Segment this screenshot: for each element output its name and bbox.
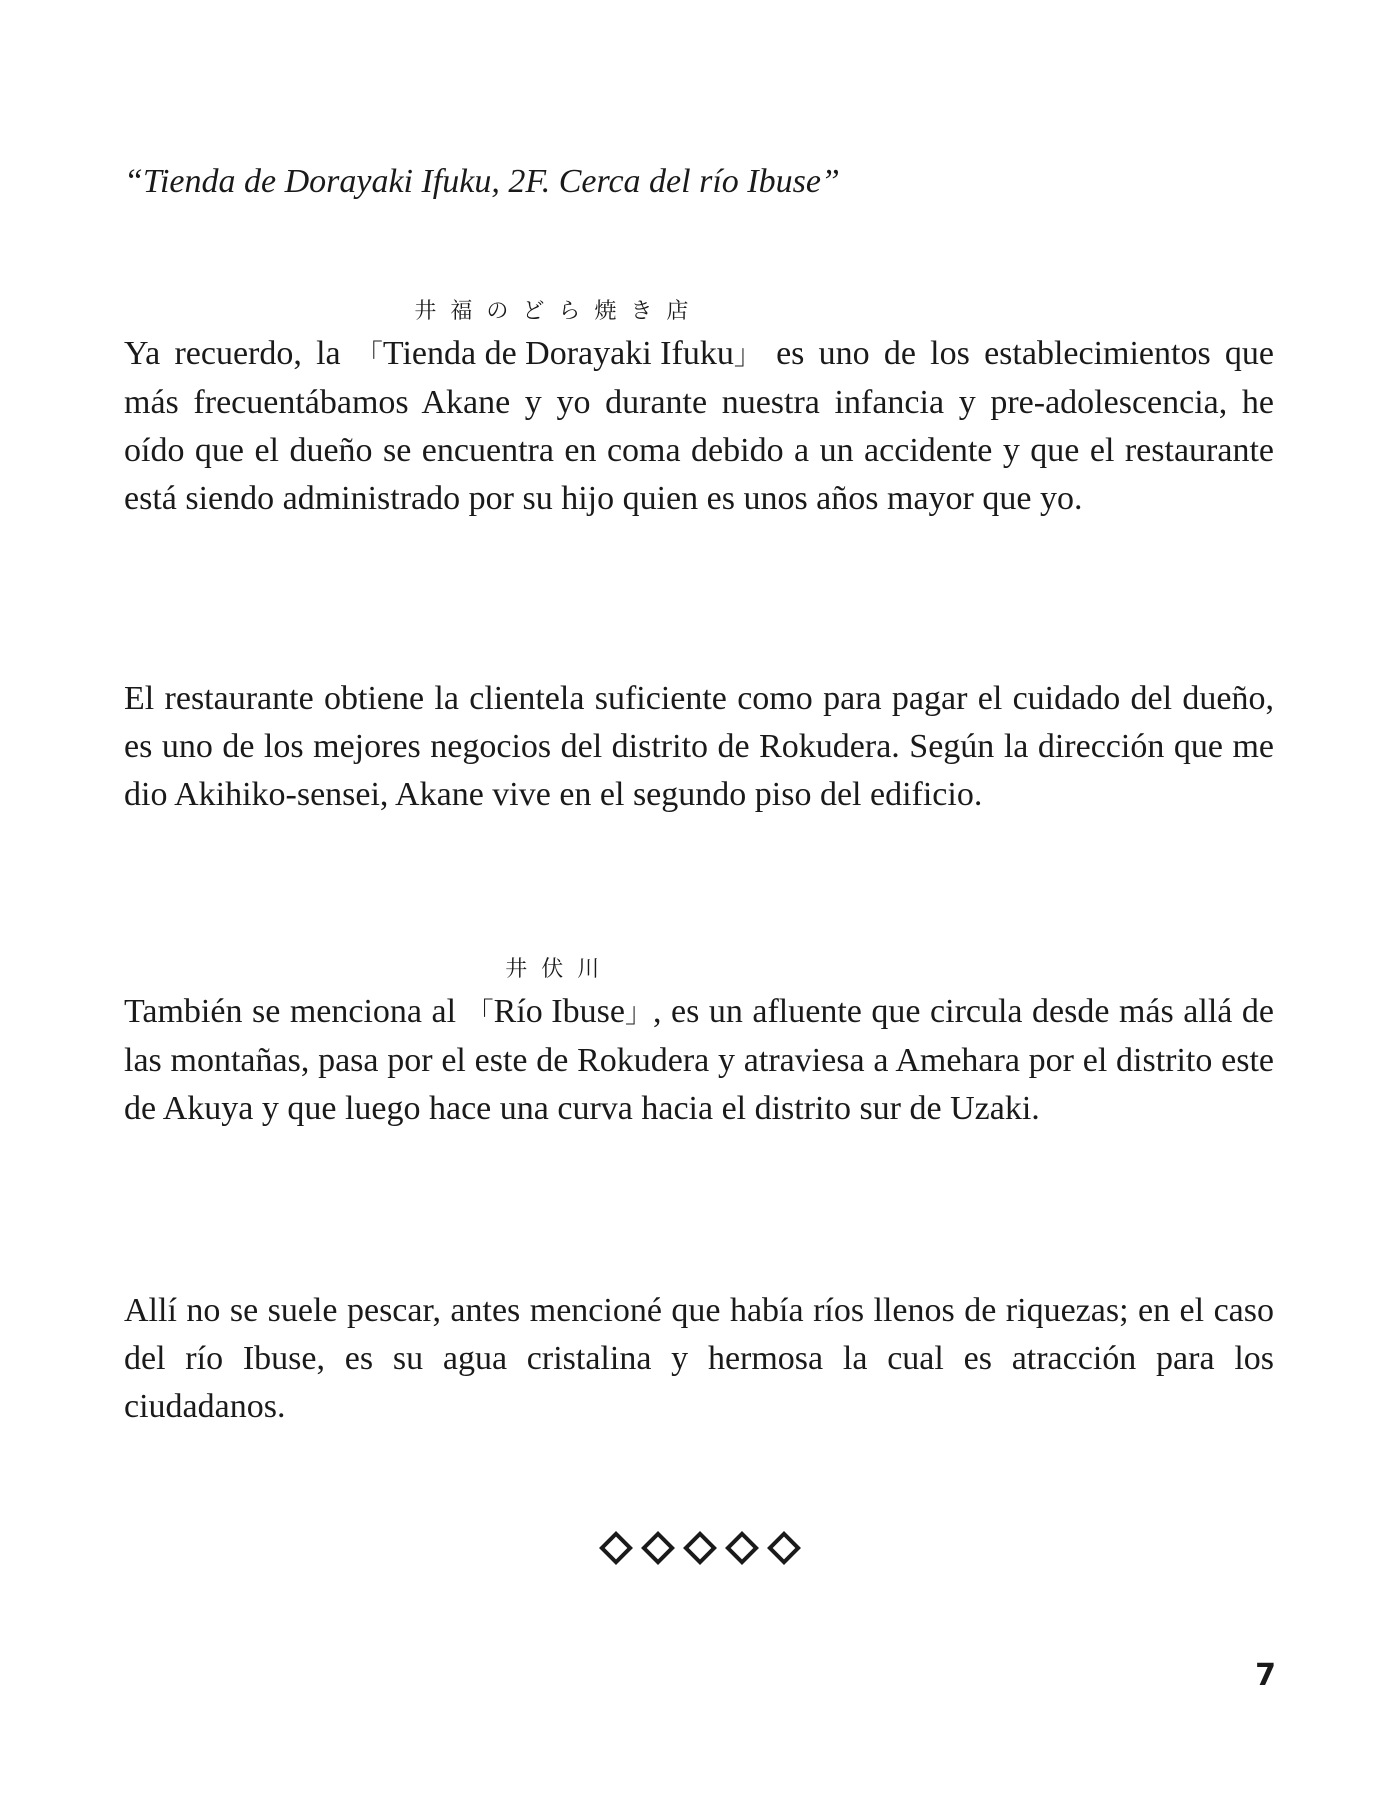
furigana-tienda: 井福のどら焼き店 (414, 299, 703, 324)
scene-heading: “Tienda de Dorayaki Ifuku, 2F. Cerca del río Ibuse” (124, 163, 840, 200)
diamond-outline-icon (683, 1531, 717, 1565)
paragraph-1-body: es uno de los establecimientos que más frecuentábamos Akane y yo durante nuestra infancia y pre-adolescencia, he oído que el dueño se encuentra en coma debido a un accidente y que el restaurante está siendo administrado por su hijo quien es unos años mayor que yo. (124, 335, 1274, 517)
paragraph-1 (124, 299, 1274, 523)
paragraph-2: El restaurante obtiene la clientela suficiente como para pagar el cuidado del dueño, es uno de los mejores negocios del distrito de Rokudera. Según la dirección que me dio Akihiko-sensei, Akane vive en el segundo piso del edificio. (124, 680, 1274, 813)
term-rio-ibuse (465, 957, 653, 1037)
furigana-rio: 井伏川 (505, 957, 614, 982)
paragraph-3 (124, 957, 1275, 1133)
diamond-outline-icon (767, 1531, 801, 1565)
diamond-outline-icon (641, 1531, 675, 1565)
diamond-outline-icon (725, 1531, 759, 1565)
page-number: 7 (1255, 1658, 1276, 1693)
corner-bracket-close: 」 (624, 996, 653, 1029)
term-tienda-dorayaki (354, 299, 762, 379)
corner-bracket-open: 「 (465, 996, 494, 1029)
term-text: Tienda de Dorayaki Ifuku (382, 335, 734, 372)
paragraph-3-body: , es un afluente que circula desde más allá de las montañas, pasa por el este de Rokudera y atraviesa a Amehara por el distrito este de Akuya y que luego hace una curva hacia el distrito sur de Uzaki. (124, 993, 1275, 1127)
corner-bracket-close: 」 (733, 338, 762, 371)
paragraph-1-lead: Ya recuerdo, la (124, 335, 355, 372)
section-divider (0, 1528, 1400, 1568)
term-text: Río Ibuse (493, 993, 625, 1030)
paragraph-4: Allí no se suele pescar, antes mencioné que había ríos llenos de riquezas; en el caso del río Ibuse, es su agua cristalina y hermosa la cual es atracción para los ciudadanos. (124, 1292, 1274, 1425)
paragraph-3-lead: También se menciona al (124, 993, 466, 1030)
diamond-outline-icon (599, 1531, 633, 1565)
corner-bracket-open: 「 (354, 338, 383, 371)
